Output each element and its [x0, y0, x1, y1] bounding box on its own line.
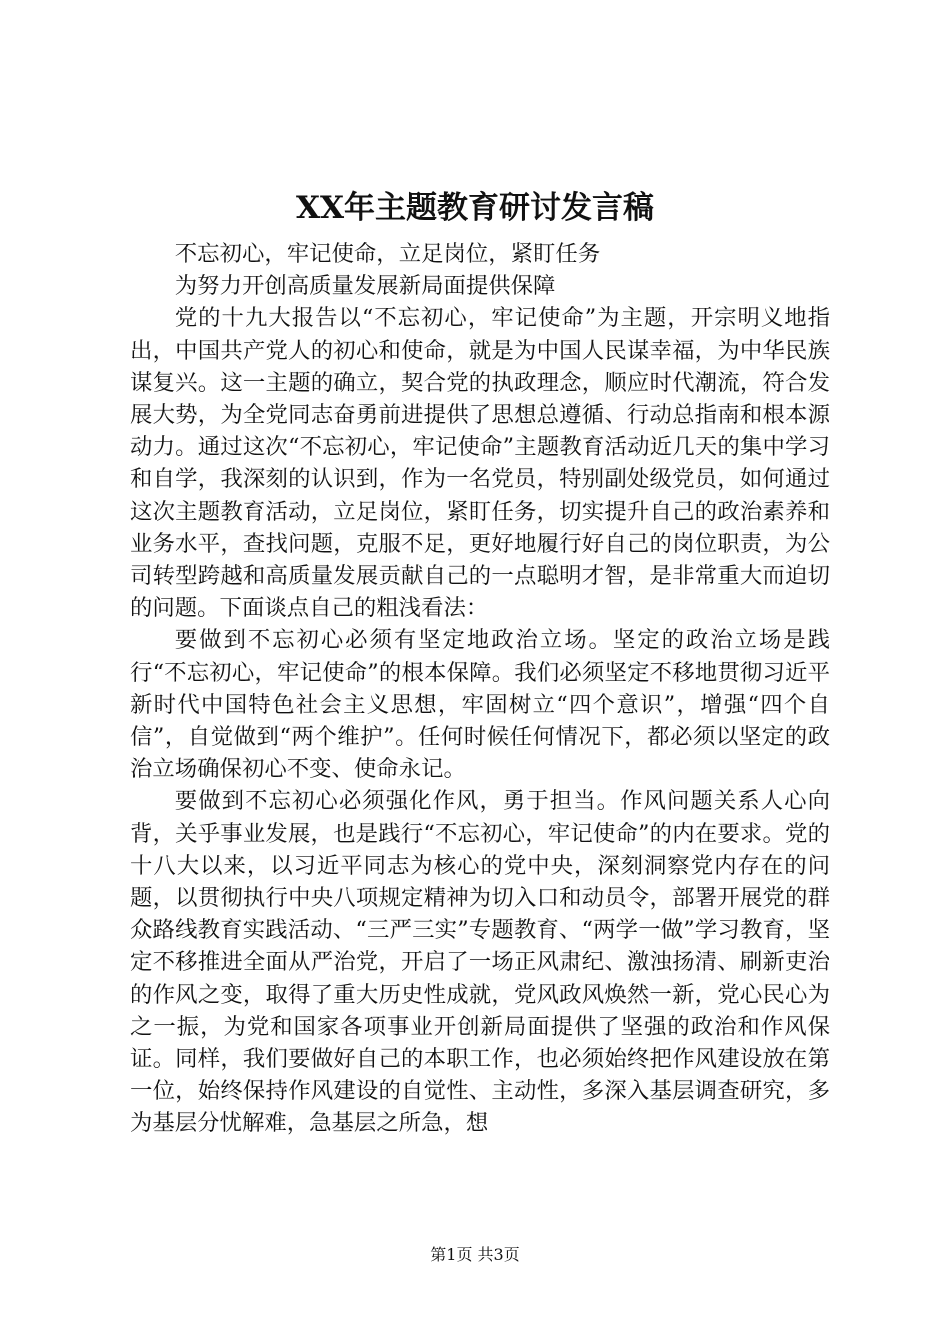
paragraph-political-stance: 要做到不忘初心必须有坚定地政治立场。坚定的政治立场是践行“不忘初心，牢记使命”的根本保障。我们必须坚定不移地贯彻习近平新时代中国特色社会主义思想，牢固树立“四个意识”，增强“四个自信”，自觉做到“两个维护”。任何时候任何情况下，都必须以坚定的政治立场确保初心不变、使命永记。: [130, 627, 830, 783]
document-body: [130, 238, 830, 1140]
document-title: XX年主题教育研讨发言稿: [295, 190, 655, 226]
paragraph-intro: 党的十九大报告以“不忘初心，牢记使命”为主题，开宗明义地指出，中国共产党人的初心和使命，就是为中国人民谋幸福，为中华民族谋复兴。这一主题的确立，契合党的执政理念，顺应时代潮流，符合发展大势，为全党同志奋勇前进提供了思想总遵循、行动总指南和根本源动力。通过这次“不忘初心，牢记使命”主题教育活动近几天的集中学习和自学，我深刻的认识到，作为一名党员，特别副处级党员，如何通过这次主题教育活动，立足岗位，紧盯任务，切实提升自己的政治素养和业务水平，查找问题，克服不足，更好地履行好自己的岗位职责，为公司转型跨越和高质量发展贡献自己的一点聪明才智，是非常重大而迫切的问题。下面谈点自己的粗浅看法：: [130, 305, 830, 622]
page-footer: 第1页 共3页: [430, 1245, 520, 1264]
subtitle-line-2: 为努力开创高质量发展新局面提供保障: [174, 273, 556, 300]
paragraph-work-style: 要做到不忘初心必须强化作风，勇于担当。作风问题关系人心向背，关乎事业发展，也是践行“不忘初心，牢记使命”的内在要求。党的十八大以来，以习近平同志为核心的党中央，深刻洞察党内存在的问题，以贯彻执行中央八项规定精神为切入口和动员令，部署开展党的群众路线教育实践活动、“三严三实”专题教育、“两学一做”学习教育，坚定不移推进全面从严治党，开启了一场正风肃纪、激浊扬清、刷新吏治的作风之变，取得了重大历史性成就，党风政风焕然一新，党心民心为之一振，为党和国家各项事业开创新局面提供了坚强的政治和作风保证。同样，我们要做好自己的本职工作，也必须始终把作风建设放在第一位，始终保持作风建设的自觉性、主动性，多深入基层调查研究，多为基层分忧解难，急基层之所急，想: [130, 788, 830, 1137]
subtitle-line-1: 不忘初心，牢记使命，立足岗位，紧盯任务: [174, 241, 601, 267]
